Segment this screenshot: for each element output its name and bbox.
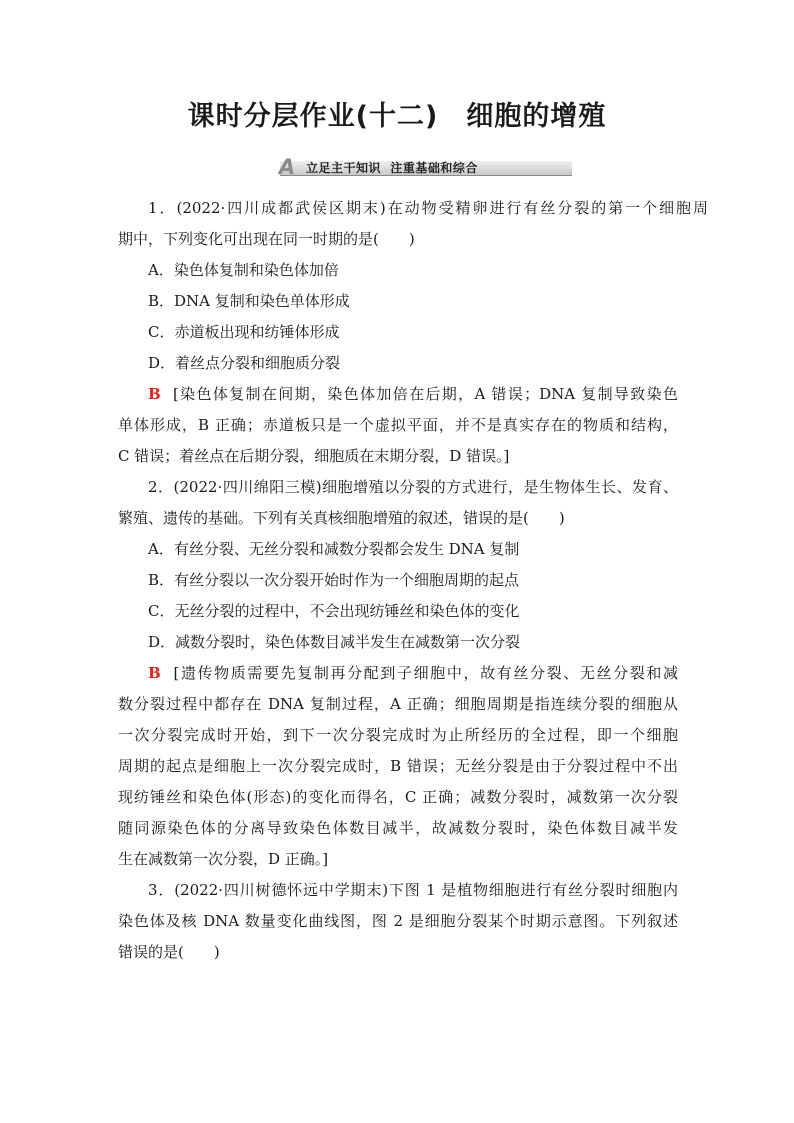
q2-option-b: B．有丝分裂以一次分裂开始时作为一个细胞周期的起点	[148, 571, 520, 589]
q1-option-b: B．DNA 复制和染色单体形成	[148, 292, 350, 310]
q3-stem-line3: 错误的是( )	[118, 943, 220, 961]
q2-explanation-line2: 数分裂过程中都存在 DNA 复制过程，A 正确；细胞周期是指连续分裂的细胞从	[118, 695, 678, 713]
q2-explanation-line7: 生在减数第一次分裂，D 正确。]	[118, 850, 329, 868]
q2-exp1: [遗传物质需要先复制再分配到子细胞中，故有丝分裂、无丝分裂和减	[173, 664, 678, 682]
q1-exp1: [染色体复制在间期，染色体加倍在后期，A 错误；DNA 复制导致染色	[172, 385, 678, 403]
q2-stem-line2: 繁殖、遗传的基础。下列有关真核细胞增殖的叙述，错误的是( )	[118, 509, 565, 527]
section-banner-text: 立足主干知识 注重基础和综合	[306, 161, 478, 175]
q1-explanation-line2: 单体形成，B 正确；赤道板只是一个虚拟平面，并不是真实存在的物质和结构，	[118, 416, 678, 434]
section-banner	[270, 157, 572, 179]
q2-option-a: A．有丝分裂、无丝分裂和减数分裂都会发生 DNA 复制	[148, 540, 520, 558]
q1-explanation-line1	[148, 384, 678, 404]
q1-stem-line2: 期中，下列变化可出现在同一时期的是( )	[118, 230, 415, 248]
q3-stem-line2: 染色体及核 DNA 数量变化曲线图，图 2 是细胞分裂某个时期示意图。下列叙述	[118, 912, 678, 930]
q2-option-c: C．无丝分裂的过程中，不会出现纺锤丝和染色体的变化	[148, 602, 520, 620]
q2-explanation-line6: 随同源染色体的分离导致染色体数目减半，故减数分裂时，染色体数目减半发	[118, 819, 678, 837]
q2-stem-line1: 2．(2022·四川绵阳三模)细胞增殖以分裂的方式进行，是生物体生长、发育、	[148, 478, 678, 496]
q2-explanation-line4: 周期的起点是细胞上一次分裂完成时，B 错误；无丝分裂是由于分裂过程中不出	[118, 757, 678, 775]
q1-option-c: C．赤道板出现和纺锤体形成	[148, 323, 340, 341]
q1-answer: B	[148, 385, 161, 403]
q2-option-d: D．减数分裂时，染色体数目减半发生在减数第一次分裂	[148, 633, 521, 651]
q2-explanation-line5: 现纺锤丝和染色体(形态)的变化而得名，C 正确；减数分裂时，减数第一次分裂	[118, 788, 678, 806]
q1-option-a: A．染色体复制和染色体加倍	[148, 261, 339, 279]
page-title: 课时分层作业(十二) 细胞的增殖	[187, 101, 607, 132]
section-badge-icon: A	[278, 155, 296, 179]
q1-option-d: D．着丝点分裂和细胞质分裂	[148, 354, 341, 372]
q1-explanation-line3: C 错误；着丝点在后期分裂，细胞质在末期分裂，D 错误。]	[118, 447, 510, 465]
q3-stem-line1: 3．(2022·四川树德怀远中学期末)下图 1 是植物细胞进行有丝分裂时细胞内	[148, 881, 678, 899]
q2-answer: B	[148, 664, 161, 682]
q2-explanation-line3: 一次分裂完成时开始，到下一次分裂完成时为止所经历的全过程，即一个细胞	[118, 726, 678, 744]
q2-explanation-line1	[148, 663, 678, 683]
q1-stem-line1: 1．(2022·四川成都武侯区期末)在动物受精卵进行有丝分裂的第一个细胞周	[148, 199, 708, 217]
